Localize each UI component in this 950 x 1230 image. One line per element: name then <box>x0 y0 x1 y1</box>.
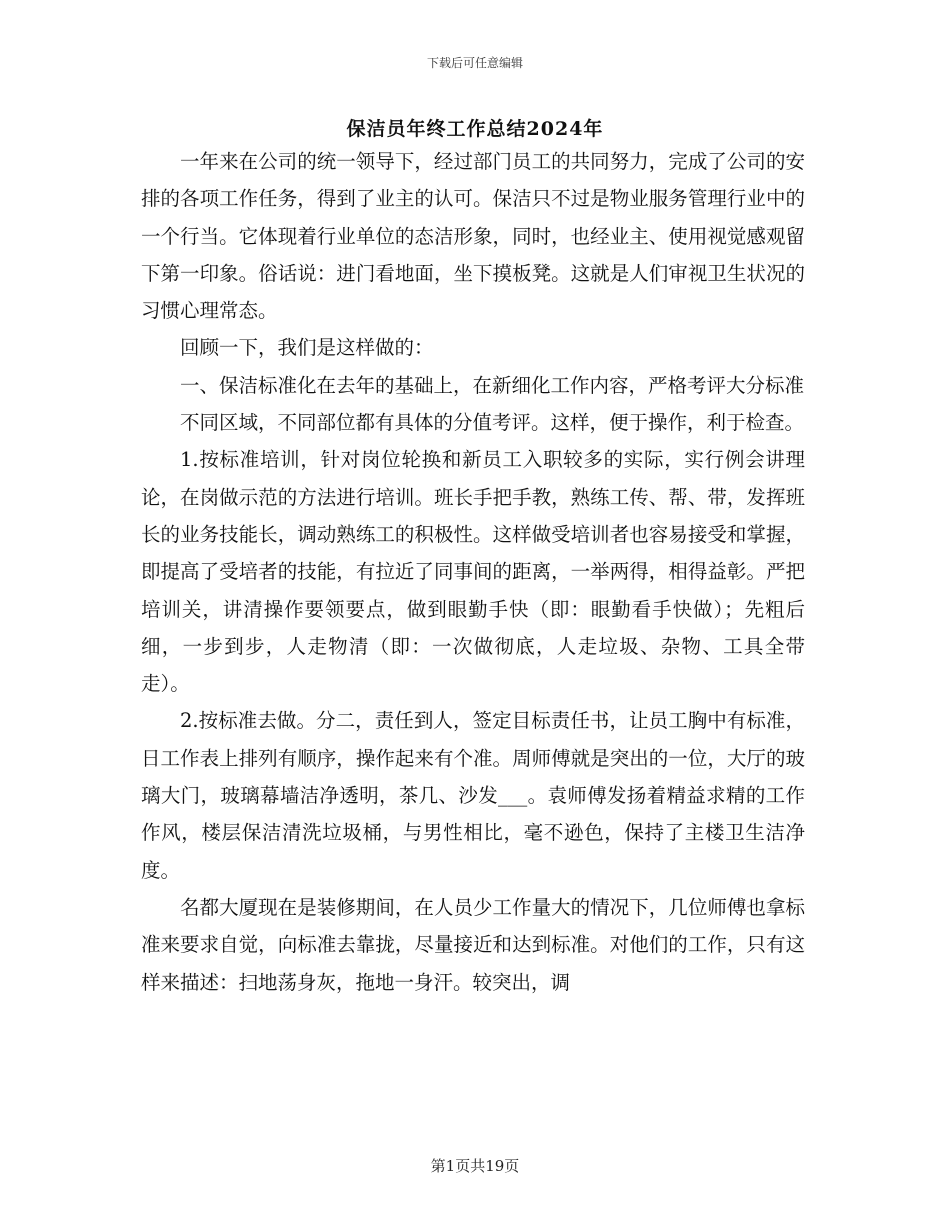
paragraph: 一年来在公司的统一领导下，经过部门员工的共同努力，完成了公司的安排的各项工作任务，得到了业主的认可。保洁只不过是物业服务管理行业中的一个行当。它体现着行业单位的态洁形象，同时，也经业主、使用视觉感观留下第一印象。俗话说：进门看地面，坐下摸板凳。这就是人们审视卫生状况的习惯心理常态。 <box>141 150 805 323</box>
page-number-footer: 第1页共19页 <box>430 1157 520 1175</box>
document-title: 保洁员年终工作总结2024年 <box>346 118 604 140</box>
paragraph: 不同区域，不同部位都有具体的分值考评。这样，便于操作，利于检查。 <box>180 411 805 435</box>
paragraph: 名都大厦现在是装修期间，在人员少工作量大的情况下，几位师傅也拿标准来要求自觉，向标准去靠拢，尽量接近和达到标准。对他们的工作，只有这样来描述：扫地荡身灰，拖地一身汗。较突出，调 <box>141 895 805 994</box>
paragraph: 一、保洁标准化在去年的基础上，在新细化工作内容，严格考评大分标准 <box>180 373 805 397</box>
paragraph: 回顾一下，我们是这样做的： <box>180 336 434 360</box>
document-body <box>141 143 805 1001</box>
header-note: 下载后可任意编辑 <box>426 56 523 70</box>
paragraph: 2.按标准去做。分二，责任到人，签定目标责任书，让员工胸中有标准，日工作表上排列有顺序，操作起来有个准。周师傅就是突出的一位，大厅的玻璃大门，玻璃幕墙洁净透明，茶几、沙发___。袁师傅发扬着精益求精的工作作风，楼层保洁清洗垃圾桶，与男性相比，毫不逊色，保持了主楼卫生洁净度。 <box>141 709 805 882</box>
paragraph: 1.按标准培训，针对岗位轮换和新员工入职较多的实际，实行例会讲理论，在岗做示范的方法进行培训。班长手把手教，熟练工传、帮、带，发挥班长的业务技能长，调动熟练工的积极性。这样做受培训者也容易接受和掌握，即提高了受培者的技能，有拉近了同事间的距离，一举两得，相得益彰。严把培训关，讲清操作要领要点，做到眼勤手快（即：眼勤看手快做）；先粗后细，一步到步，人走物清（即：一次做彻底，人走垃圾、杂物、工具全带走）。 <box>141 448 805 696</box>
